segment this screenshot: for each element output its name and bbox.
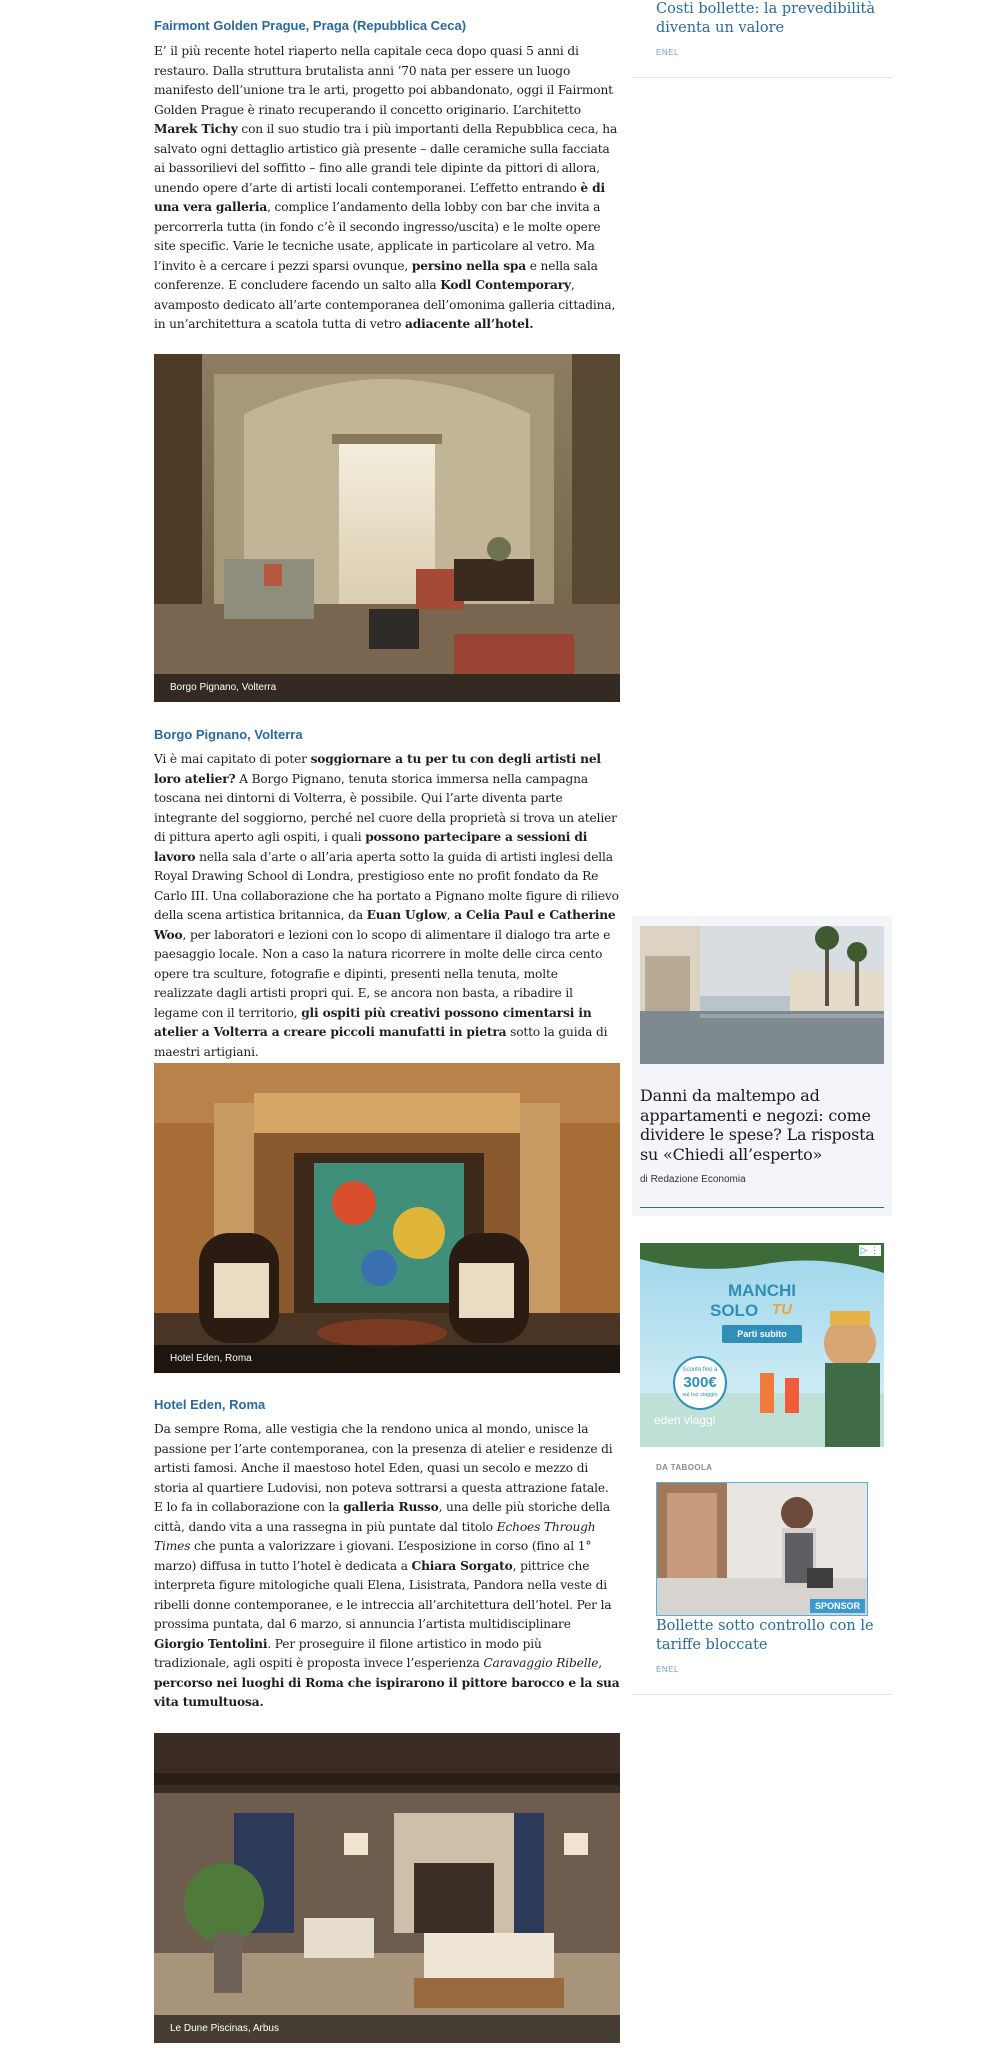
news-card[interactable] <box>632 916 892 1216</box>
news-card-author[interactable]: Redazione Economia <box>650 1174 746 1185</box>
paragraph-segment: Vi è mai capitato di poter <box>154 752 311 766</box>
paragraph-segment: , pittrice che interpreta figure mitologiche quali Elena, Lisistrata, Pandora nella veste di ribelli donne contemporanee, e le intreccia all’architettura dell’hotel. Per la prossima puntata, dal 6 marzo, si annuncia l’artista multidisciplinare <box>154 1558 612 1631</box>
paragraph-segment: galleria Russo <box>343 1500 439 1514</box>
ad-brand-logo: eden viaggi <box>654 1413 716 1427</box>
taboola-source: ENEL <box>656 1665 679 1674</box>
ad-discount-value: 300€ <box>683 1374 717 1391</box>
paragraph-segment: , per laboratori e lezioni con lo scopo di alimentare il dialogo tra arte e paesaggio locale. Non a caso la natura ricorrere in molte delle circa cento opere tra sculture, fotografie e dipinti, presenti nella tenuta, molte realizzate dagli artisti propri qui. E, se ancora non basta, a ribadire il legame con il territorio, <box>154 927 611 1020</box>
paragraph-segment: che punta a valorizzare i giovani. L’esposizione in corso (fino al 1° marzo) diffusa in tutto l’hotel è dedicata a <box>154 1539 592 1573</box>
paragraph-segment: Giorgio Tentolini <box>154 1636 268 1651</box>
hotel-eden-image <box>154 1063 620 1373</box>
ad-headline-1: MANCHI <box>728 1281 796 1300</box>
photo-le-dune <box>154 1733 620 2043</box>
paragraph-segment: Caravaggio Ribelle <box>483 1656 599 1670</box>
news-card-byline <box>640 1174 884 1185</box>
divider-bottom <box>632 1694 892 1695</box>
news-card-title[interactable]: Danni da maltempo ad appartamenti e negozi: come dividere le spese? La risposta su «Chiedi all’esperto» <box>640 1086 875 1164</box>
paragraph-segment: soggiornare a tu per tu con degli artisti nel loro atelier? <box>154 752 601 786</box>
paragraph-eden <box>154 1420 620 1713</box>
paragraph-segment: , una delle più storiche della città, dando vita a una rassegna in più puntate dal titolo <box>154 1500 611 1534</box>
paragraph-segment: gli ospiti più creativi possono cimentarsi in atelier a Volterra a creare piccoli manufatti in pietra <box>154 1005 592 1039</box>
taboola-image[interactable] <box>656 1482 868 1616</box>
borgo-pignano-image <box>154 354 620 702</box>
photo-borgo-pignano <box>154 354 620 702</box>
news-card-image[interactable] <box>640 926 884 1064</box>
news-card-author-prefix: di <box>640 1174 648 1185</box>
section-title-borgo: Borgo Pignano, Volterra <box>154 727 303 742</box>
paragraph-segment: Chiara Sorgato <box>411 1558 513 1573</box>
divider <box>632 77 892 78</box>
card-underline <box>640 1207 884 1208</box>
paragraph-segment: Echoes Through Times <box>154 1519 596 1553</box>
paragraph-segment: persino nella spa <box>411 258 527 273</box>
paragraph-segment: adiacente all’hotel. <box>405 317 534 331</box>
paragraph-segment: Kodl Contemporary <box>440 278 571 292</box>
paragraph-fairmont <box>154 42 620 335</box>
paragraph-segment: possono partecipare a sessioni di lavoro <box>154 830 588 864</box>
top-teaser-source: ENEL <box>656 48 679 57</box>
paragraph-segment: e nella sala conferenze. E concludere facendo un salto alla <box>154 258 598 292</box>
ad-cta-button[interactable]: Parti subito <box>722 1325 802 1343</box>
sponsor-badge: SPONSOR <box>810 1599 865 1613</box>
taboola-link[interactable]: Bollette sotto controllo con le tariffe bloccate <box>656 1618 874 1653</box>
paragraph-segment: con il suo studio tra i più importanti della Repubblica ceca, ha salvato ogni dettaglio artistico già presente – dalle ceramiche sulla facciata ai bassorilievi del soffitto – fino alle grandi tele dipinte da pittori di allora, unendo opere d’arte di artisti locali contemporanei. L’effetto entrando <box>154 122 618 195</box>
paragraph-segment: Marek Tichy <box>154 122 238 136</box>
ad-discount-label: Sconto fino a <box>682 1367 718 1373</box>
paragraph-segment: è di una vera galleria <box>154 180 605 214</box>
paragraph-segment: , <box>446 908 455 922</box>
top-teaser-link[interactable]: Costi bollette: la prevedibilità diventa un valore <box>656 1 875 36</box>
paragraph-segment: , avamposto dedicato all’arte contemporanea dell’omonima galleria cittadina, in un’architettura a scatola tutta di vetro <box>154 278 616 331</box>
paragraph-segment: Da sempre Roma, alle vestigia che la rendono unica al mondo, unisce la passione per l’arte contemporanea, con la presenza di atelier e residenze di artisti famosi. Anche il maestoso hotel Eden, quasi un secolo e mezzo di storia al quartiere Ludovisi, non poteva sottrarsi a questa attrazione fatale. E lo fa in collaborazione con la <box>154 1422 613 1514</box>
paragraph-borgo <box>154 750 620 1062</box>
paragraph-segment: E’ il più recente hotel riaperto nella capitale ceca dopo quasi 5 anni di restauro. Dalla struttura brutalista anni ’70 nata per essere un luogo manifesto dell’unione tra le arti, progetto poi abbandonato, oggi il Fairmont Golden Prague è rinato recuperando il concetto originario. L’architetto <box>154 44 613 117</box>
ad-headline-2: SOLO <box>710 1301 759 1320</box>
paragraph-segment: sotto la guida di maestri artigiani. <box>154 1025 608 1059</box>
caption-hotel-eden: Hotel Eden, Roma <box>154 1345 620 1373</box>
paragraph-segment: Euan Uglow <box>366 908 447 922</box>
caption-borgo-pignano: Borgo Pignano, Volterra <box>154 674 620 702</box>
paragraph-segment: percorso nei luoghi di Roma che ispirarono il pittore barocco e la sua vita tumultuosa. <box>154 1675 620 1709</box>
adchoices-icon[interactable]: ▷ ⋮ <box>860 1245 879 1255</box>
paragraph-segment: nella sala d’arte o all’aria aperta sotto la guida di artisti inglesi della Royal Drawing School di Londra, prestigioso ente no profit fondato da Re Carlo III. Una collaborazione che ha portato a Pignano molte figure di rilievo della scena artistica britannica, da <box>154 849 619 922</box>
le-dune-image <box>154 1733 620 2043</box>
paragraph-segment: A Borgo Pignano, tenuta storica immersa nella campagna toscana nei dintorni di Volterra, è possibile. Qui l’arte diventa parte integrante del soggiorno, perché nel cuore della proprietà si trova un atelier di pittura aperto agli ospiti, i quali <box>154 771 617 844</box>
paragraph-segment: a Celia Paul e Catherine Woo <box>154 908 616 942</box>
paragraph-segment: , complice l’andamento della lobby con bar che invita a percorrerla tutta (in fondo c’è il secondo ingresso/uscita) e le molte opere site specific. Varie le tecniche usate, applicate in particolare al vetro. Ma l’invito è a cercare i pezzi sparsi ovunque, <box>154 200 601 273</box>
paragraph-segment: . Per proseguire il filone artistico in modo più tradizionale, agli ospiti è proposta invece l’esperienza <box>154 1636 542 1670</box>
caption-le-dune: Le Dune Piscinas, Arbus <box>154 2015 620 2043</box>
section-title-fairmont: Fairmont Golden Prague, Praga (Repubblica Ceca) <box>154 18 467 33</box>
ad-discount-note: sul tuo viaggio <box>682 1392 718 1398</box>
ad-headline-3: TU <box>772 1301 792 1318</box>
ad-banner[interactable] <box>640 1243 884 1447</box>
photo-hotel-eden <box>154 1063 620 1373</box>
paragraph-segment: , <box>598 1656 602 1670</box>
taboola-label: DA TABOOLA <box>656 1463 713 1472</box>
taboola-photo <box>657 1483 868 1616</box>
section-title-eden: Hotel Eden, Roma <box>154 1397 266 1412</box>
